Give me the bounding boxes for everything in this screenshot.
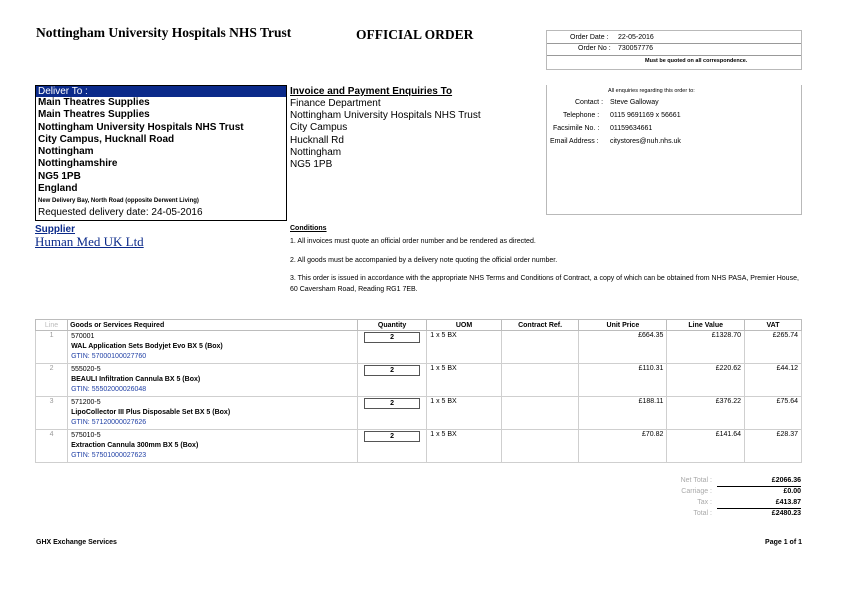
col-line-value: Line Value [667,320,745,331]
item-gtin: GTIN: 57000100027760 [71,353,147,360]
deliver-line: Nottingham University Hospitals NHS Trust [38,122,244,133]
col-uom: UOM [427,320,502,331]
quantity-field[interactable]: 2 [364,365,420,376]
table-row [36,430,802,463]
unit-price-cell: £70.82 [579,430,667,463]
order-quote-note: Must be quoted on all correspondence. [645,58,748,64]
item-description: LipoCollector III Plus Disposable Set BX 5 (Box) [71,409,231,416]
document-title: OFFICIAL ORDER [356,27,474,42]
col-unit-price: Unit Price [579,320,667,331]
invoice-line: Hucknall Rd [290,135,344,146]
line-number: 3 [36,397,68,430]
carriage-value: £0.00 [783,488,801,495]
line-number: 2 [36,364,68,397]
table-row [36,364,802,397]
quantity-cell [357,364,426,397]
deliver-line: NG5 1PB [38,171,81,182]
uom-cell: 1 x 5 BX [427,397,502,430]
item-description: BEAULI Infiltration Cannula BX 5 (Box) [71,376,201,383]
item-description: WAL Application Sets Bodyjet Evo BX 5 (Box) [71,343,223,350]
contract-cell [501,430,579,463]
fax-value: 01159634661 [610,125,653,132]
item-gtin: GTIN: 57120000027626 [71,419,147,426]
vat-cell: £44.12 [745,364,802,397]
line-value-cell: £1328.70 [667,331,745,364]
col-contract-ref: Contract Ref. [501,320,579,331]
enquiries-heading: All enquiries regarding this order to: [608,88,695,94]
deliver-to-box [35,85,287,221]
table-row [36,331,802,364]
order-date-label: Order Date : [570,34,609,41]
goods-cell [68,397,358,430]
organisation-name: Nottingham University Hospitals NHS Trust [36,25,292,40]
uom-cell: 1 x 5 BX [427,364,502,397]
condition-item: 3. This order is issued in accordance with the appropriate NHS Terms and Conditions of Contract, a copy of which can be obtained from NHS PASA, Premier House, 60 Caversham Road, Reading RG1 7EB. [290,275,799,293]
deliver-line: City Campus, Hucknall Road [38,134,175,145]
uom-cell: 1 x 5 BX [427,331,502,364]
net-total-value: £2066.36 [771,477,801,484]
item-code: 571200-5 [71,399,101,406]
quantity-field[interactable]: 2 [364,332,420,343]
email-value: citystores@nuh.nhs.uk [610,138,681,145]
deliver-line: Main Theatres Supplies [38,97,150,108]
vat-cell: £75.64 [745,397,802,430]
item-code: 575010-5 [71,432,101,439]
item-code: 570001 [71,333,95,340]
contact-value: Steve Galloway [610,99,659,106]
supplier-label: Supplier [35,224,76,235]
telephone-value: 0115 9691169 x 56661 [610,112,681,119]
invoice-heading: Invoice and Payment Enquiries To [290,86,453,97]
order-no-label: Order No : [578,45,611,52]
email-label: Email Address : [550,138,599,145]
unit-price-cell: £188.11 [579,397,667,430]
item-gtin: GTIN: 55502000026048 [71,386,147,393]
contact-label: Contact : [575,99,604,106]
line-number: 4 [36,430,68,463]
tax-value: £413.87 [775,499,801,506]
order-date-value: 22-05-2016 [618,34,654,41]
goods-cell [68,331,358,364]
col-line: Line [36,320,68,331]
col-goods: Goods or Services Required [68,320,358,331]
col-vat: VAT [745,320,802,331]
uom-cell: 1 x 5 BX [427,430,502,463]
totals-divider [717,508,801,509]
vat-cell: £265.74 [745,331,802,364]
condition-item: 2. All goods must be accompanied by a delivery note quoting the official order number. [290,257,558,264]
condition-item: 1. All invoices must quote an official order number and be rendered as directed. [290,238,536,245]
grand-total-label: Total : [693,510,712,517]
order-items-table [35,319,802,463]
fax-label: Facsimile No. : [553,125,600,132]
invoice-line: NG5 1PB [290,159,333,170]
goods-cell [68,364,358,397]
invoice-line: Nottingham University Hospitals NHS Trust [290,110,481,121]
goods-cell [68,430,358,463]
invoice-line: Nottingham [290,147,342,158]
invoice-line: City Campus [290,122,348,133]
quantity-cell [357,397,426,430]
line-number: 1 [36,331,68,364]
line-value-cell: £220.62 [667,364,745,397]
contract-cell [501,364,579,397]
quantity-field[interactable]: 2 [364,431,420,442]
item-code: 555020-5 [71,366,101,373]
requested-delivery-date: Requested delivery date: 24-05-2016 [38,207,203,218]
carriage-label: Carriage : [681,488,712,495]
deliver-to-heading: Deliver To : [36,86,286,97]
delivery-note: New Delivery Bay, North Road (opposite Derwent Living) [38,198,199,204]
page-number: Page 1 of 1 [765,539,802,546]
quantity-cell [357,331,426,364]
deliver-line: Nottingham [38,146,94,157]
vat-cell: £28.37 [745,430,802,463]
table-row [36,397,802,430]
item-gtin: GTIN: 57501000027623 [71,452,147,459]
line-value-cell: £141.64 [667,430,745,463]
contract-cell [501,397,579,430]
quantity-cell [357,430,426,463]
unit-price-cell: £664.35 [579,331,667,364]
quantity-field[interactable]: 2 [364,398,420,409]
supplier-name: Human Med UK Ltd [35,234,144,249]
totals-divider [717,486,801,487]
deliver-line: England [38,183,78,194]
col-quantity: Quantity [357,320,426,331]
grand-total-value: £2480.23 [771,510,801,517]
order-info-box [546,30,802,70]
footer-service-name: GHX Exchange Services [36,539,117,546]
deliver-line: Main Theatres Supplies [38,109,150,120]
invoice-line: Finance Department [290,98,381,109]
deliver-line: Nottinghamshire [38,158,118,169]
tax-label: Tax : [697,499,712,506]
item-description: Extraction Cannula 300mm BX 5 (Box) [71,442,199,449]
line-value-cell: £376.22 [667,397,745,430]
table-header-row [36,320,802,331]
conditions-heading: Conditions [290,225,327,232]
net-total-label: Net Total : [680,477,712,484]
contract-cell [501,331,579,364]
telephone-label: Telephone : [563,112,600,119]
unit-price-cell: £110.31 [579,364,667,397]
order-no-value: 730057776 [618,45,654,52]
